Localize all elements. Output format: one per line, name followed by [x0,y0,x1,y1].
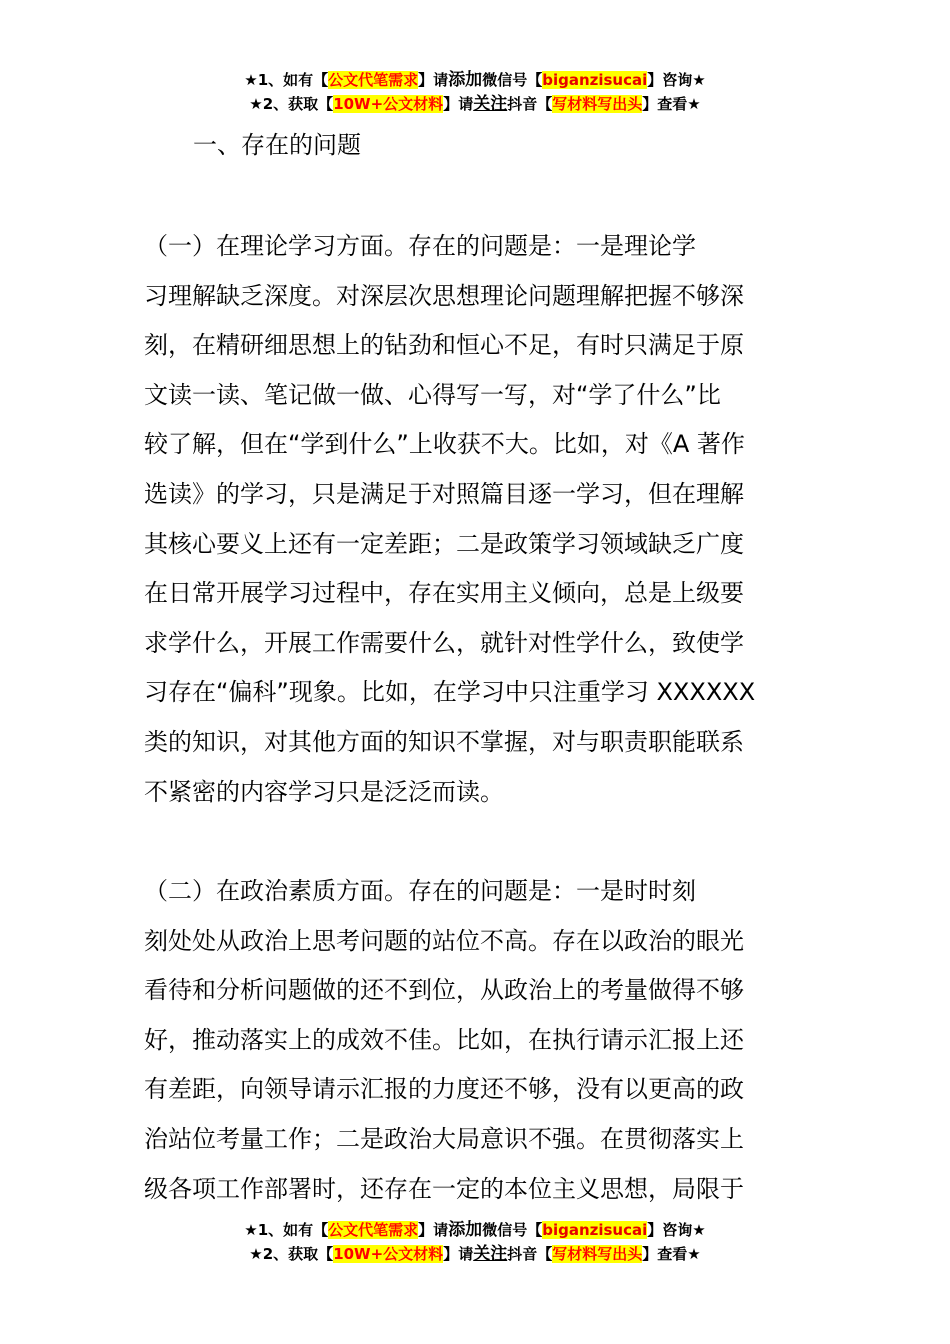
promo-text: ★1、如有【 [244,1221,329,1239]
paragraph-line: 治站位考量工作；二是政治大局意识不强。在贯彻落实上 [144,1124,744,1153]
promo-highlight-materials: 10W+公文材料 [333,1245,444,1263]
paragraph-line: 其核心要义上还有一定差距；二是政策学习领域缺乏广度 [144,529,744,558]
paragraph-line: 刻，在精研细思想上的钻劲和恒心不足，有时只满足于原 [144,331,744,360]
promo-banner-top [0,68,950,116]
section-heading: 一、存在的问题 [193,131,361,159]
paragraph-line: 看待和分析问题做的还不到位，从政治上的考量做得不够 [144,976,744,1005]
promo-line-1 [0,68,950,92]
paragraph-line: 刻处处从政治上思考问题的站位不高。存在以政治的眼光 [144,926,744,955]
paragraph-line: （二）在政治素质方面。存在的问题是：一是时时刻 [144,877,696,905]
promo-emphasis: 关注 [473,1244,508,1264]
paragraph-line: 文读一读、笔记做一做、心得写一写，对“学了什么”比 [144,380,721,409]
paragraph-line: 不紧密的内容学习只是泛泛而读。 [144,777,504,806]
paragraph-political-quality [144,867,824,1214]
promo-text: 】查看★ [642,95,701,113]
paragraph-line: 好，推动落实上的成效不佳。比如，在执行请示汇报上还 [144,1025,744,1054]
promo-text: ★2、获取【 [249,95,334,113]
promo-line-1 [0,1218,950,1242]
paragraph-line: 类的知识，对其他方面的知识不掌握，对与职责职能联系 [144,727,744,756]
promo-text: 】请 [443,95,474,113]
paragraph-line: 级各项工作部署时，还存在一定的本位主义思想，局限于 [144,1174,744,1203]
promo-text: 】咨询★ [647,1221,706,1239]
promo-highlight-materials: 10W+公文材料 [333,95,444,113]
promo-text: 】请 [418,71,449,89]
promo-text: 抖音【 [507,1245,553,1263]
promo-text: 微信号【 [482,1221,543,1239]
promo-emphasis: 添加 [448,70,483,90]
promo-emphasis: 添加 [448,1220,483,1240]
promo-text: 】查看★ [642,1245,701,1263]
promo-highlight-wechat: biganzisucai [542,1221,648,1239]
promo-text: ★1、如有【 [244,71,329,89]
promo-text: ★2、获取【 [249,1245,334,1263]
paragraph-theory-study [144,222,824,817]
promo-highlight-wechat: biganzisucai [542,71,648,89]
paragraph-line: 习存在“偏科”现象。比如，在学习中只注重学习 XXXXXX [144,678,756,707]
promo-line-2 [0,1242,950,1266]
paragraph-line: 选读》的学习，只是满足于对照篇目逐一学习，但在理解 [144,479,744,508]
promo-emphasis: 关注 [473,94,508,114]
promo-banner-bottom [0,1218,950,1266]
paragraph-line: 在日常开展学习过程中，存在实用主义倾向，总是上级要 [144,579,744,608]
promo-text: 】咨询★ [647,71,706,89]
promo-text: 抖音【 [507,95,553,113]
promo-highlight-service: 公文代笔需求 [328,71,419,89]
paragraph-line: 习理解缺乏深度。对深层次思想理论问题理解把握不够深 [144,281,744,310]
paragraph-line: 较了解，但在“学到什么”上收获不大。比如，对《A 著作 [144,430,745,459]
promo-text: 微信号【 [482,71,543,89]
paragraph-line: （一）在理论学习方面。存在的问题是：一是理论学 [144,232,696,260]
promo-highlight-douyin: 写材料写出头 [552,1245,643,1263]
promo-highlight-service: 公文代笔需求 [328,1221,419,1239]
promo-text: 】请 [443,1245,474,1263]
paragraph-line: 求学什么，开展工作需要什么，就针对性学什么，致使学 [144,628,744,657]
promo-text: 】请 [418,1221,449,1239]
promo-line-2 [0,92,950,116]
paragraph-line: 有差距，向领导请示汇报的力度还不够，没有以更高的政 [144,1075,744,1104]
promo-highlight-douyin: 写材料写出头 [552,95,643,113]
